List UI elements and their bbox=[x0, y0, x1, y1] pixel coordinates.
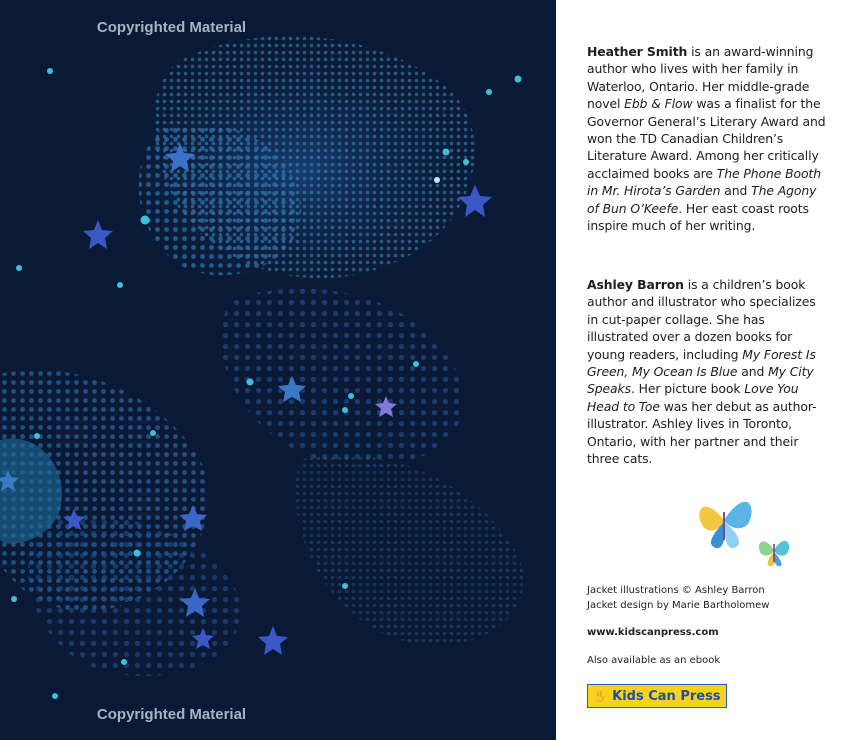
book-title: The Phone Booth in Mr. Hirota’s Garden bbox=[587, 165, 821, 199]
copyright-watermark-bottom: Copyrighted Material bbox=[96, 706, 247, 723]
bio-text: is a children’s book author and illustrator who specializes in cut-paper collage. She has illustrated over a dozen books for young readers, including bbox=[587, 277, 816, 362]
bio-text: is an award-winning author who lives with her family in Waterloo, Ontario. Her middle-grade novel bbox=[587, 44, 814, 112]
author-bio bbox=[587, 43, 829, 234]
bio-text: and bbox=[720, 183, 752, 199]
illustration-credit: Jacket illustrations © Ashley Barron bbox=[587, 585, 765, 596]
bio-text: . Her east coast roots inspire much of her writing. bbox=[587, 200, 809, 234]
author-name: Heather Smith bbox=[587, 44, 688, 59]
bio-text: was a finalist for the Governor General’s Literary Award and won the TD Canadian Children’s Literature Award. Among her critically acclaimed books are bbox=[587, 96, 826, 181]
bio-text: and bbox=[737, 364, 769, 380]
publisher-website: www.kidscanpress.com bbox=[587, 627, 719, 638]
book-title: Love You Head to Toe bbox=[587, 381, 799, 414]
publisher-logo-text: Kids Can Press bbox=[612, 688, 721, 704]
illustrator-bio bbox=[587, 276, 829, 467]
butterfly-illustration bbox=[694, 490, 804, 580]
book-title: My Forest Is Green, My Ocean Is Blue bbox=[587, 346, 816, 380]
back-flap-panel bbox=[556, 0, 843, 740]
publisher-logo bbox=[587, 684, 727, 708]
book-title: The Agony of Bun O’Keefe bbox=[587, 183, 817, 216]
copyright-watermark-top: Copyrighted Material bbox=[96, 19, 247, 36]
jacket-credits bbox=[587, 583, 769, 613]
bio-text: was her debut as author-illustrator. Ashley lives in Toronto, Ontario, with her partner and their three cats. bbox=[587, 398, 817, 467]
illustrator-name: Ashley Barron bbox=[587, 277, 684, 292]
book-title: Ebb & Flow bbox=[624, 96, 693, 112]
ebook-notice: Also available as an ebook bbox=[587, 655, 721, 666]
design-credit: Jacket design by Marie Bartholomew bbox=[587, 600, 770, 611]
book-title: My City Speaks bbox=[587, 364, 814, 397]
bio-text: . Her picture book bbox=[630, 381, 745, 397]
butterfly-large-icon bbox=[699, 502, 751, 548]
butterfly-small-icon bbox=[759, 541, 789, 566]
hand-icon: ✋ bbox=[593, 689, 608, 703]
